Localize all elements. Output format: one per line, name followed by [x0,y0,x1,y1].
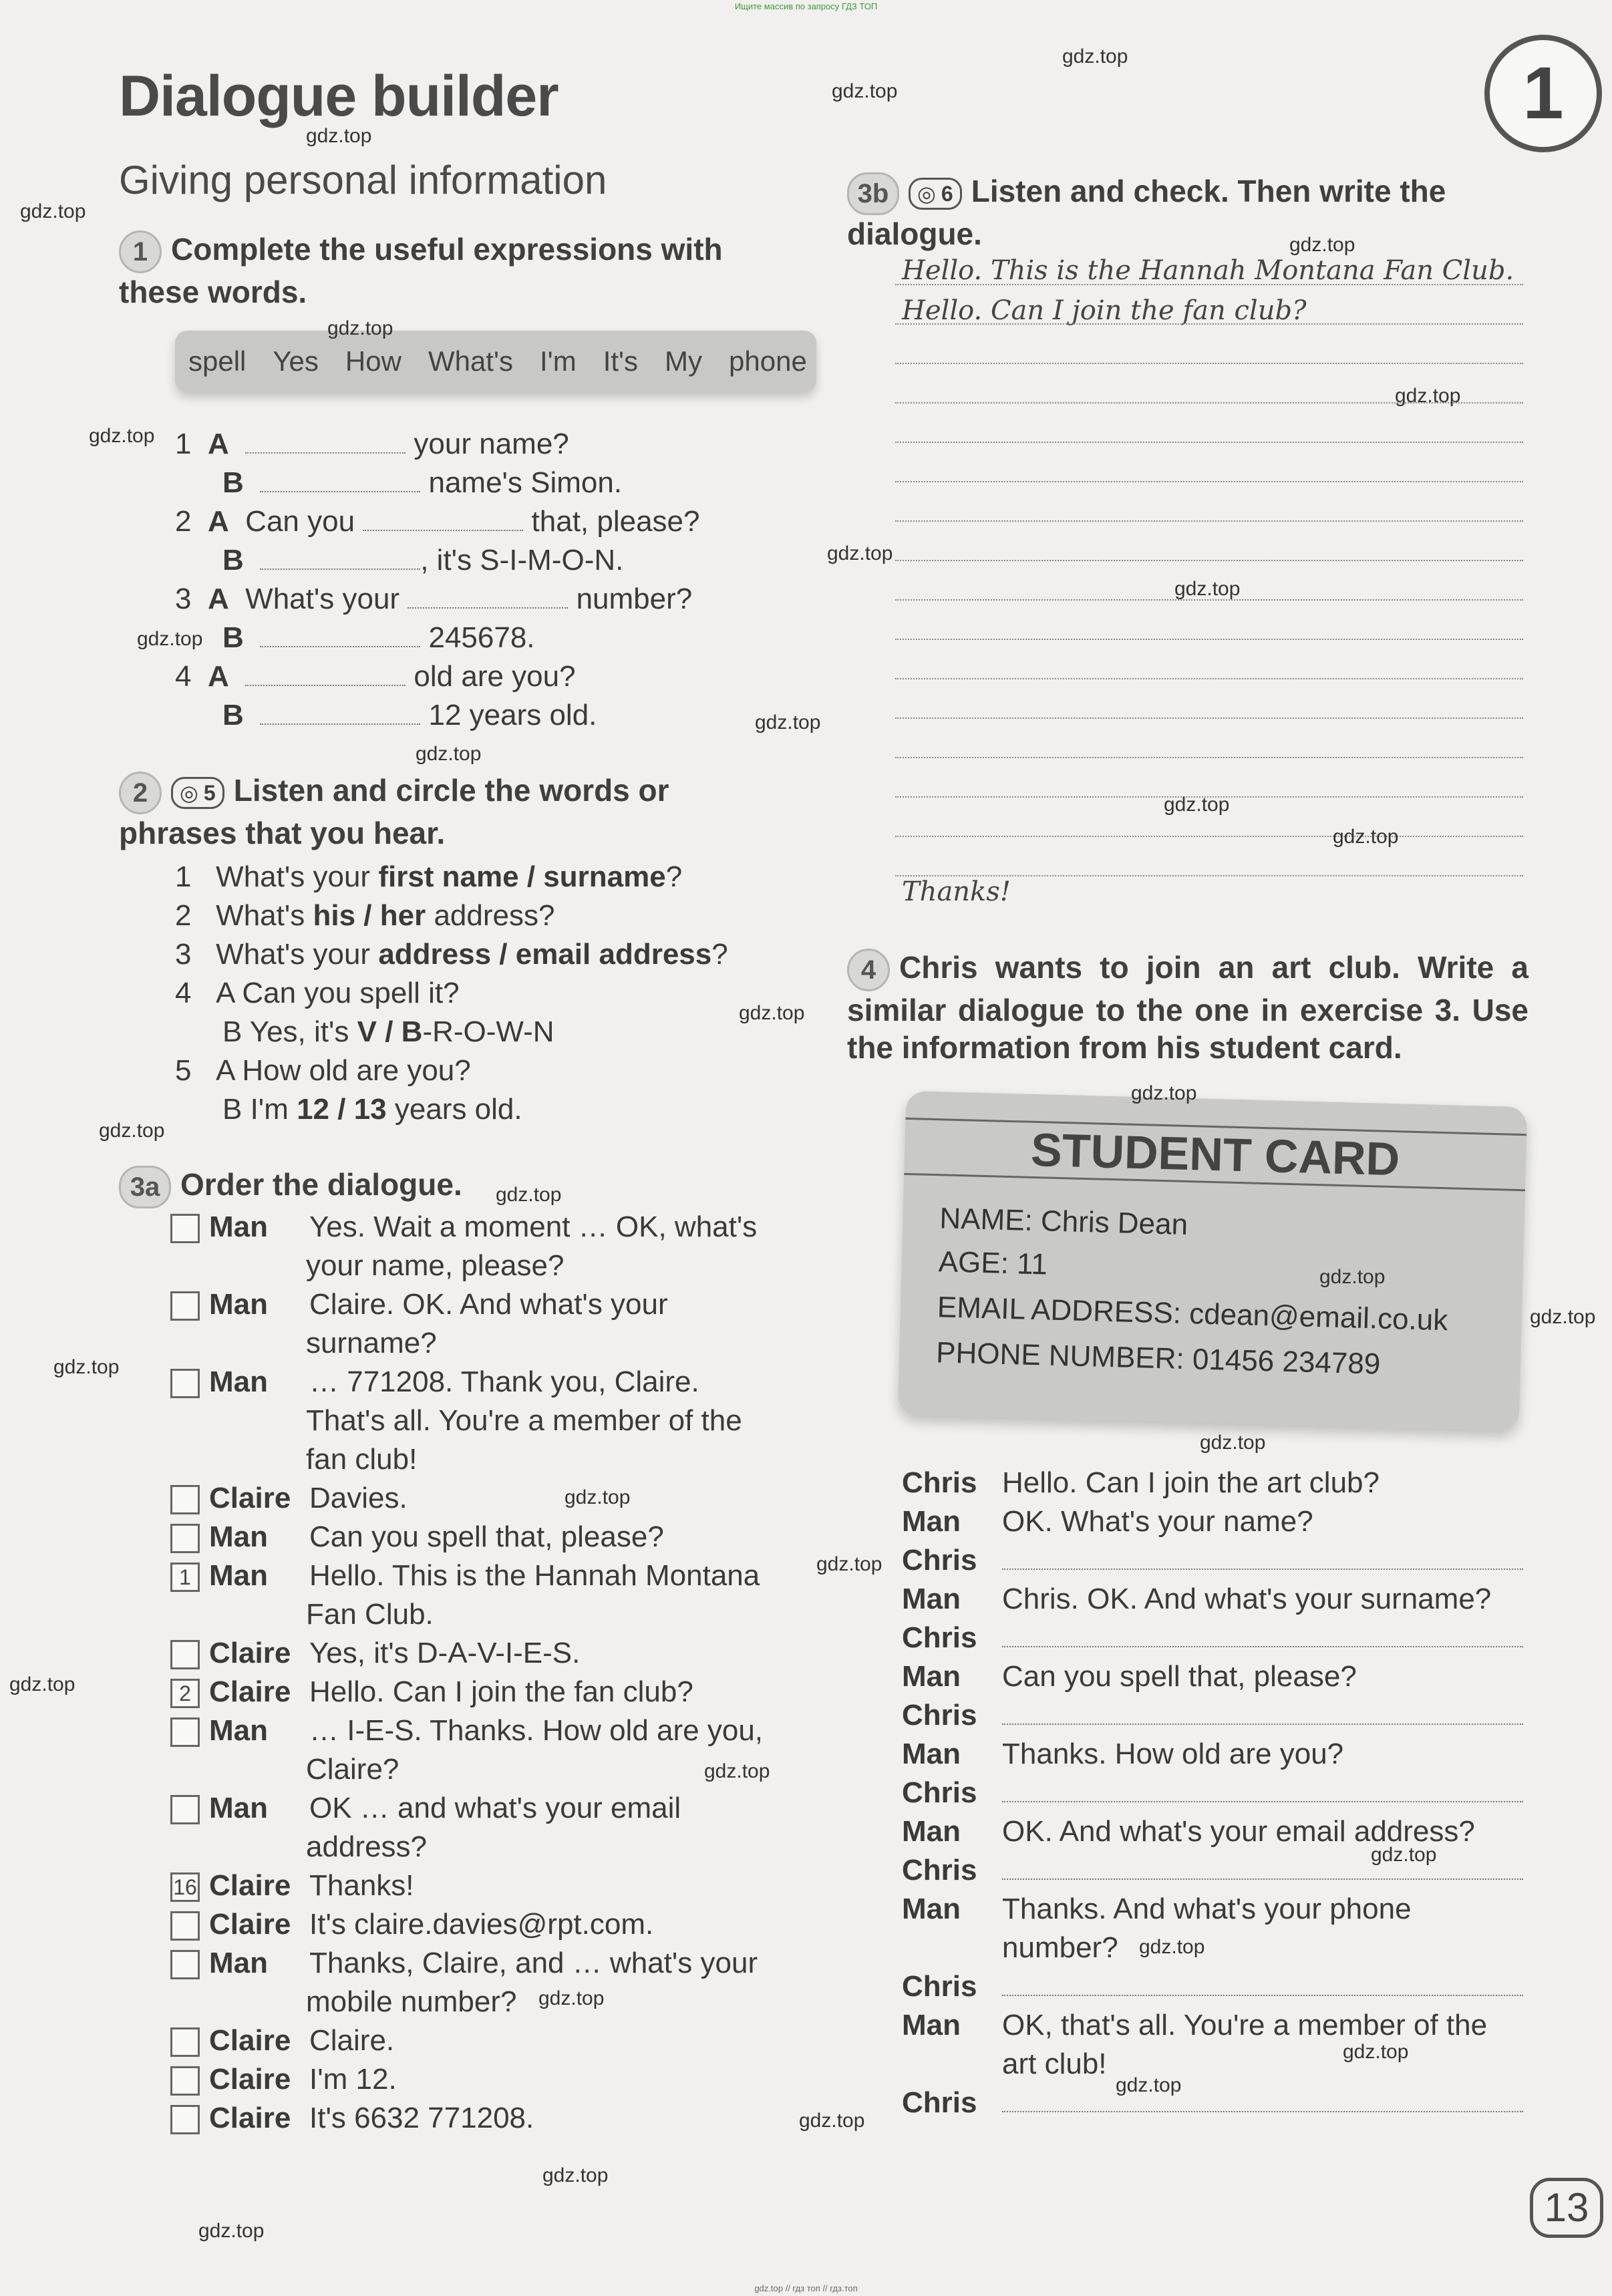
exercise-4-heading [847,949,1528,1066]
speaker-label: Chris [902,2086,977,2119]
watermark-text: gdz.top [416,743,482,765]
watermark-text: gdz.top [53,1356,120,1378]
ordering-row [170,1365,699,1399]
answer-blank[interactable] [260,548,420,570]
dialogue-text: Hello. This is the Hannah Montana [309,1559,760,1592]
ordering-row [170,1637,580,1670]
writing-line[interactable] [895,323,1523,325]
writing-line[interactable] [895,520,1523,522]
order-number-box[interactable] [170,1795,200,1824]
exercise-instruction: Order the dialogue. [180,1167,462,1202]
order-number-box[interactable] [170,1524,200,1553]
watermark-text: gdz.top [827,542,893,564]
ex1-item: B name's Simon. [222,466,623,499]
card-name: NAME: Chris Dean [939,1202,1188,1242]
word-box-item: Yes [273,345,319,377]
writing-line[interactable] [895,717,1523,719]
word-box [175,331,816,392]
dialogue-text-continued: address? [306,1830,428,1863]
speaker-label: Man [209,1365,268,1398]
dialogue-text-continued: fan club! [306,1443,418,1476]
ordering-row [170,1288,668,1321]
speaker-label: Chris [902,1776,977,1809]
order-number-box[interactable] [170,1291,200,1321]
ordering-row [170,2024,394,2058]
handwritten-answer: Thanks! [902,876,1011,907]
answer-blank[interactable] [260,703,420,725]
ordering-row [170,1482,408,1515]
dialogue-row [902,2086,1523,2120]
exercise-instruction: Listen and check. Then write the dialogue. [847,174,1446,251]
watermark-text: gdz.top [704,1760,770,1782]
dialogue-text: OK. What's your name? [1002,1505,1313,1538]
watermark-text: gdz.top [1395,385,1461,407]
dialogue-text-continued: That's all. You're a member of the [306,1404,742,1437]
ordering-row [170,1675,693,1709]
dialogue-row [902,1466,1380,1500]
answer-blank[interactable] [260,471,420,492]
writing-line[interactable] [895,757,1523,758]
dialogue-text: Can you spell that, please? [1002,1660,1357,1693]
dialogue-text-continued: number? [1002,1931,1118,1964]
writing-line[interactable] [895,836,1523,837]
ordering-row [170,1869,414,1903]
ex1-item: B 245678. [222,621,535,654]
watermark-text: gdz.top [1062,45,1128,67]
dialogue-text: Yes. Wait a moment … OK, what's [309,1210,758,1243]
handwritten-answer: Hello. This is the Hannah Montana Fan Club. [902,255,1514,286]
ex1-item: 3 A What's your number? [175,583,693,615]
order-number-box[interactable] [170,1214,200,1243]
dialogue-text: Thanks. And what's your phone [1002,1893,1412,1925]
word-box-item: It's [603,345,639,377]
dialogue-text: … I-E-S. Thanks. How old are you, [309,1714,764,1747]
dialogue-text: It's claire.davies@rpt.com. [309,1908,654,1941]
speaker-label: Chris [902,1621,977,1654]
writing-line[interactable] [895,678,1523,679]
dialogue-text: Hello. Can I join the art club? [1002,1466,1380,1499]
order-number-box[interactable] [170,1640,200,1669]
watermark-text: gdz.top [89,425,155,447]
exercise-2-heading [119,772,760,852]
speaker-label: Man [209,1792,268,1824]
speaker-label: Man [902,2009,961,2041]
ex2-item: B I'm 12 / 13 years old. [222,1093,522,1126]
word-box-item: What's [428,345,513,377]
speaker-label: Claire [209,2063,291,2096]
exercise-number: 3b [847,172,899,215]
ordering-row [170,1792,681,1825]
student-card [898,1091,1527,1431]
speaker-label: Man [902,1893,961,1925]
order-number-box[interactable] [170,1911,200,1941]
dialogue-row [902,2009,1487,2042]
dialogue-text-continued: Claire? [306,1753,399,1786]
watermark-text: gdz.top [496,1184,562,1206]
page-title: Dialogue builder [119,64,558,128]
answer-blank[interactable] [408,587,568,609]
card-phone: PHONE NUMBER: 01456 234789 [935,1336,1381,1381]
ordering-row [170,1559,760,1593]
speaker-label: Man [902,1738,961,1770]
watermark-text: gdz.top [1319,1266,1386,1288]
speaker-label: Chris [902,1699,977,1732]
word-box-item: My [665,345,703,377]
dialogue-text: OK … and what's your email [309,1792,681,1824]
writing-line[interactable] [895,639,1523,640]
exercise-instruction: Complete the useful expressions with these words. [119,232,723,309]
ex2-item: 2 What's his / her address? [175,899,555,932]
watermark-text: gdz.top [1174,578,1241,600]
dialogue-text: OK, that's all. You're a member of the [1002,2009,1488,2041]
ex1-item: 1 A your name? [175,428,569,460]
speaker-label: Man [209,1520,268,1553]
dialogue-text: I'm 12. [309,2063,397,2096]
dialogue-text-continued: your name, please? [306,1249,565,1282]
ex1-item: B , it's S-I-M-O-N. [222,544,624,577]
watermark-text: gdz.top [799,2110,865,2132]
watermark-text: gdz.top [306,125,372,147]
ex2-item: 5 A How old are you? [175,1054,471,1087]
exercise-1-heading [119,230,760,311]
speaker-label: Man [209,1288,268,1321]
dialogue-row [902,1544,1523,1577]
answer-line[interactable] [1002,1781,1523,1802]
dialogue-text: … 771208. Thank you, Claire. [309,1365,699,1398]
order-number-box[interactable]: 1 [170,1563,200,1592]
watermark-text: gdz.top [739,1002,805,1024]
order-number-box[interactable] [170,1717,200,1747]
watermark-text: gdz.top [327,317,393,339]
audio-track-icon: ◎ 6 [909,178,962,210]
exercise-number: 2 [119,772,162,814]
dialogue-text-continued: art club! [1002,2047,1107,2080]
answer-blank[interactable] [245,432,406,454]
answer-line[interactable] [1002,2091,1523,2112]
speaker-label: Chris [902,1466,977,1499]
dialogue-row [902,1893,1412,1926]
dialogue-text: Hello. Can I join the fan club? [309,1675,693,1708]
ex2-item: 1 What's your first name / surname? [175,860,683,893]
word-box-item: phone [729,345,807,377]
dialogue-text: Thanks. How old are you? [1002,1738,1344,1770]
ordering-row [170,2063,397,2096]
speaker-label: Claire [209,2024,291,2057]
dialogue-text-continued: Fan Club. [306,1598,434,1631]
answer-line[interactable] [1002,1858,1523,1880]
word-box-item: How [345,345,401,377]
answer-blank[interactable] [245,665,406,686]
exercise-3b-heading [847,172,1515,253]
order-number-box[interactable] [170,2105,200,2134]
dialogue-text: Yes, it's D-A-V-I-E-S. [309,1637,581,1669]
watermark-text: gdz.top [538,1987,605,2009]
watermark-text: gdz.top [1530,1306,1596,1328]
dialogue-text: Thanks! [309,1869,414,1902]
speaker-label: Man [902,1583,961,1615]
section-subtitle: Giving personal information [119,158,607,202]
watermark-text: gdz.top [1116,2074,1182,2096]
exercise-number: 4 [847,949,890,991]
dialogue-row [902,1621,1523,1655]
watermark-text: gdz.top [198,2220,265,2242]
ex1-item: 4 A old are you? [175,660,576,693]
exercise-3a-heading [119,1166,462,1208]
answer-blank[interactable] [363,510,523,531]
student-card-title: STUDENT CARD [904,1118,1526,1191]
speaker-label: Claire [209,1869,291,1902]
exercise-number: 3a [119,1166,171,1208]
bottom-banner: gdz.top // гдз топ // гдз.топ [754,2283,858,2293]
writing-line[interactable] [895,284,1523,285]
page-number: 13 [1530,2178,1603,2238]
answer-line[interactable] [1002,1626,1523,1647]
unit-number-badge: 1 [1484,35,1602,152]
word-box-item: spell [188,345,247,377]
watermark-text: gdz.top [1289,234,1355,256]
dialogue-row [902,1699,1523,1732]
speaker-label: Man [902,1505,961,1538]
dialogue-row [902,1505,1313,1538]
watermark-text: gdz.top [832,80,898,102]
ordering-row [170,1714,763,1748]
speaker-label: Chris [902,1544,977,1577]
watermark-text: gdz.top [1200,1432,1266,1454]
speaker-label: Chris [902,1970,977,2003]
watermark-text: gdz.top [1343,2041,1409,2063]
dialogue-text: Thanks, Claire, and … what's your [309,1947,758,1979]
watermark-text: gdz.top [1164,794,1230,816]
speaker-label: Claire [209,1482,291,1514]
dialogue-text: Claire. OK. And what's your [309,1288,668,1321]
speaker-label: Man [902,1660,961,1693]
dialogue-text-continued: surname? [306,1327,437,1359]
ordering-row [170,2102,534,2135]
card-email: EMAIL ADDRESS: cdean@email.co.uk [937,1291,1448,1337]
dialogue-text: OK. And what's your email address? [1002,1815,1475,1848]
dialogue-text: Can you spell that, please? [309,1520,664,1553]
ex1-item: 2 A Can you that, please? [175,505,700,538]
answer-line[interactable] [1002,1548,1523,1570]
dialogue-text: It's 6632 771208. [309,2102,534,2134]
writing-line[interactable] [895,560,1523,561]
word-box-item: I'm [540,345,577,377]
writing-line[interactable] [895,363,1523,364]
speaker-label: Claire [209,1675,291,1708]
watermark-text: gdz.top [99,1120,165,1142]
watermark-text: gdz.top [565,1486,631,1508]
dialogue-text-continued: mobile number? [306,1985,517,2018]
dialogue-row [902,1970,1523,2003]
writing-line[interactable] [895,481,1523,482]
answer-blank[interactable] [260,626,420,647]
watermark-text: gdz.top [1371,1844,1437,1866]
order-number-box[interactable] [170,2066,200,2096]
ordering-row [170,1210,757,1244]
ordering-row [170,1947,758,1980]
writing-line[interactable] [895,442,1523,443]
answer-line[interactable] [1002,1975,1523,1996]
order-number-box[interactable] [170,1950,200,1979]
ordering-row [170,1908,653,1941]
speaker-label: Man [209,1714,268,1747]
watermark-text: gdz.top [20,200,86,222]
dialogue-text: Claire. [309,2024,395,2057]
dialogue-text: Chris. OK. And what's your surname? [1002,1583,1492,1615]
watermark-text: gdz.top [816,1553,882,1575]
ex2-item: 3 What's your address / email address? [175,938,728,971]
watermark-text: gdz.top [137,628,203,650]
order-number-box[interactable] [170,2027,200,2057]
exercise-instruction: Listen and circle the words or phrases that you hear. [119,773,669,850]
speaker-label: Man [209,1210,268,1243]
order-number-box[interactable] [170,1369,200,1398]
speaker-label: Man [209,1947,268,1979]
order-number-box[interactable]: 16 [170,1872,200,1902]
dialogue-row [902,1583,1491,1616]
watermark-text: gdz.top [755,711,821,733]
speaker-label: Chris [902,1854,977,1887]
dialogue-row [902,1776,1523,1810]
ex1-item: B 12 years old. [222,699,597,731]
speaker-label: Claire [209,1637,291,1669]
speaker-label: Man [902,1815,961,1848]
card-age: AGE: 11 [938,1245,1048,1281]
watermark-text: gdz.top [1131,1082,1197,1104]
dialogue-text: Davies. [309,1482,408,1514]
watermark-text: gdz.top [542,2164,609,2186]
ordering-row [170,1520,664,1554]
exercise-number: 1 [119,230,162,273]
speaker-label: Claire [209,1908,291,1941]
speaker-label: Claire [209,2102,291,2134]
answer-line[interactable] [1002,1703,1523,1725]
ex2-item: B Yes, it's V / B-R-O-W-N [222,1015,554,1048]
watermark-text: gdz.top [9,1673,75,1695]
handwritten-answer: Hello. Can I join the fan club? [902,295,1307,326]
dialogue-row [902,1738,1343,1771]
order-number-box[interactable]: 2 [170,1679,200,1708]
watermark-text: gdz.top [1333,826,1399,848]
top-banner: Ищите массив по запросу ГДЗ ТОП [734,1,878,11]
speaker-label: Man [209,1559,268,1592]
watermark-text: gdz.top [1139,1936,1205,1958]
exercise-instruction: Chris wants to join an art club. Write a similar dialogue to the one in exercise 3. Use the information from his student card. [847,950,1528,1065]
order-number-box[interactable] [170,1485,200,1514]
ex2-item: 4 A Can you spell it? [175,977,460,1009]
dialogue-row [902,1660,1357,1693]
audio-track-icon: ◎ 5 [171,777,224,809]
